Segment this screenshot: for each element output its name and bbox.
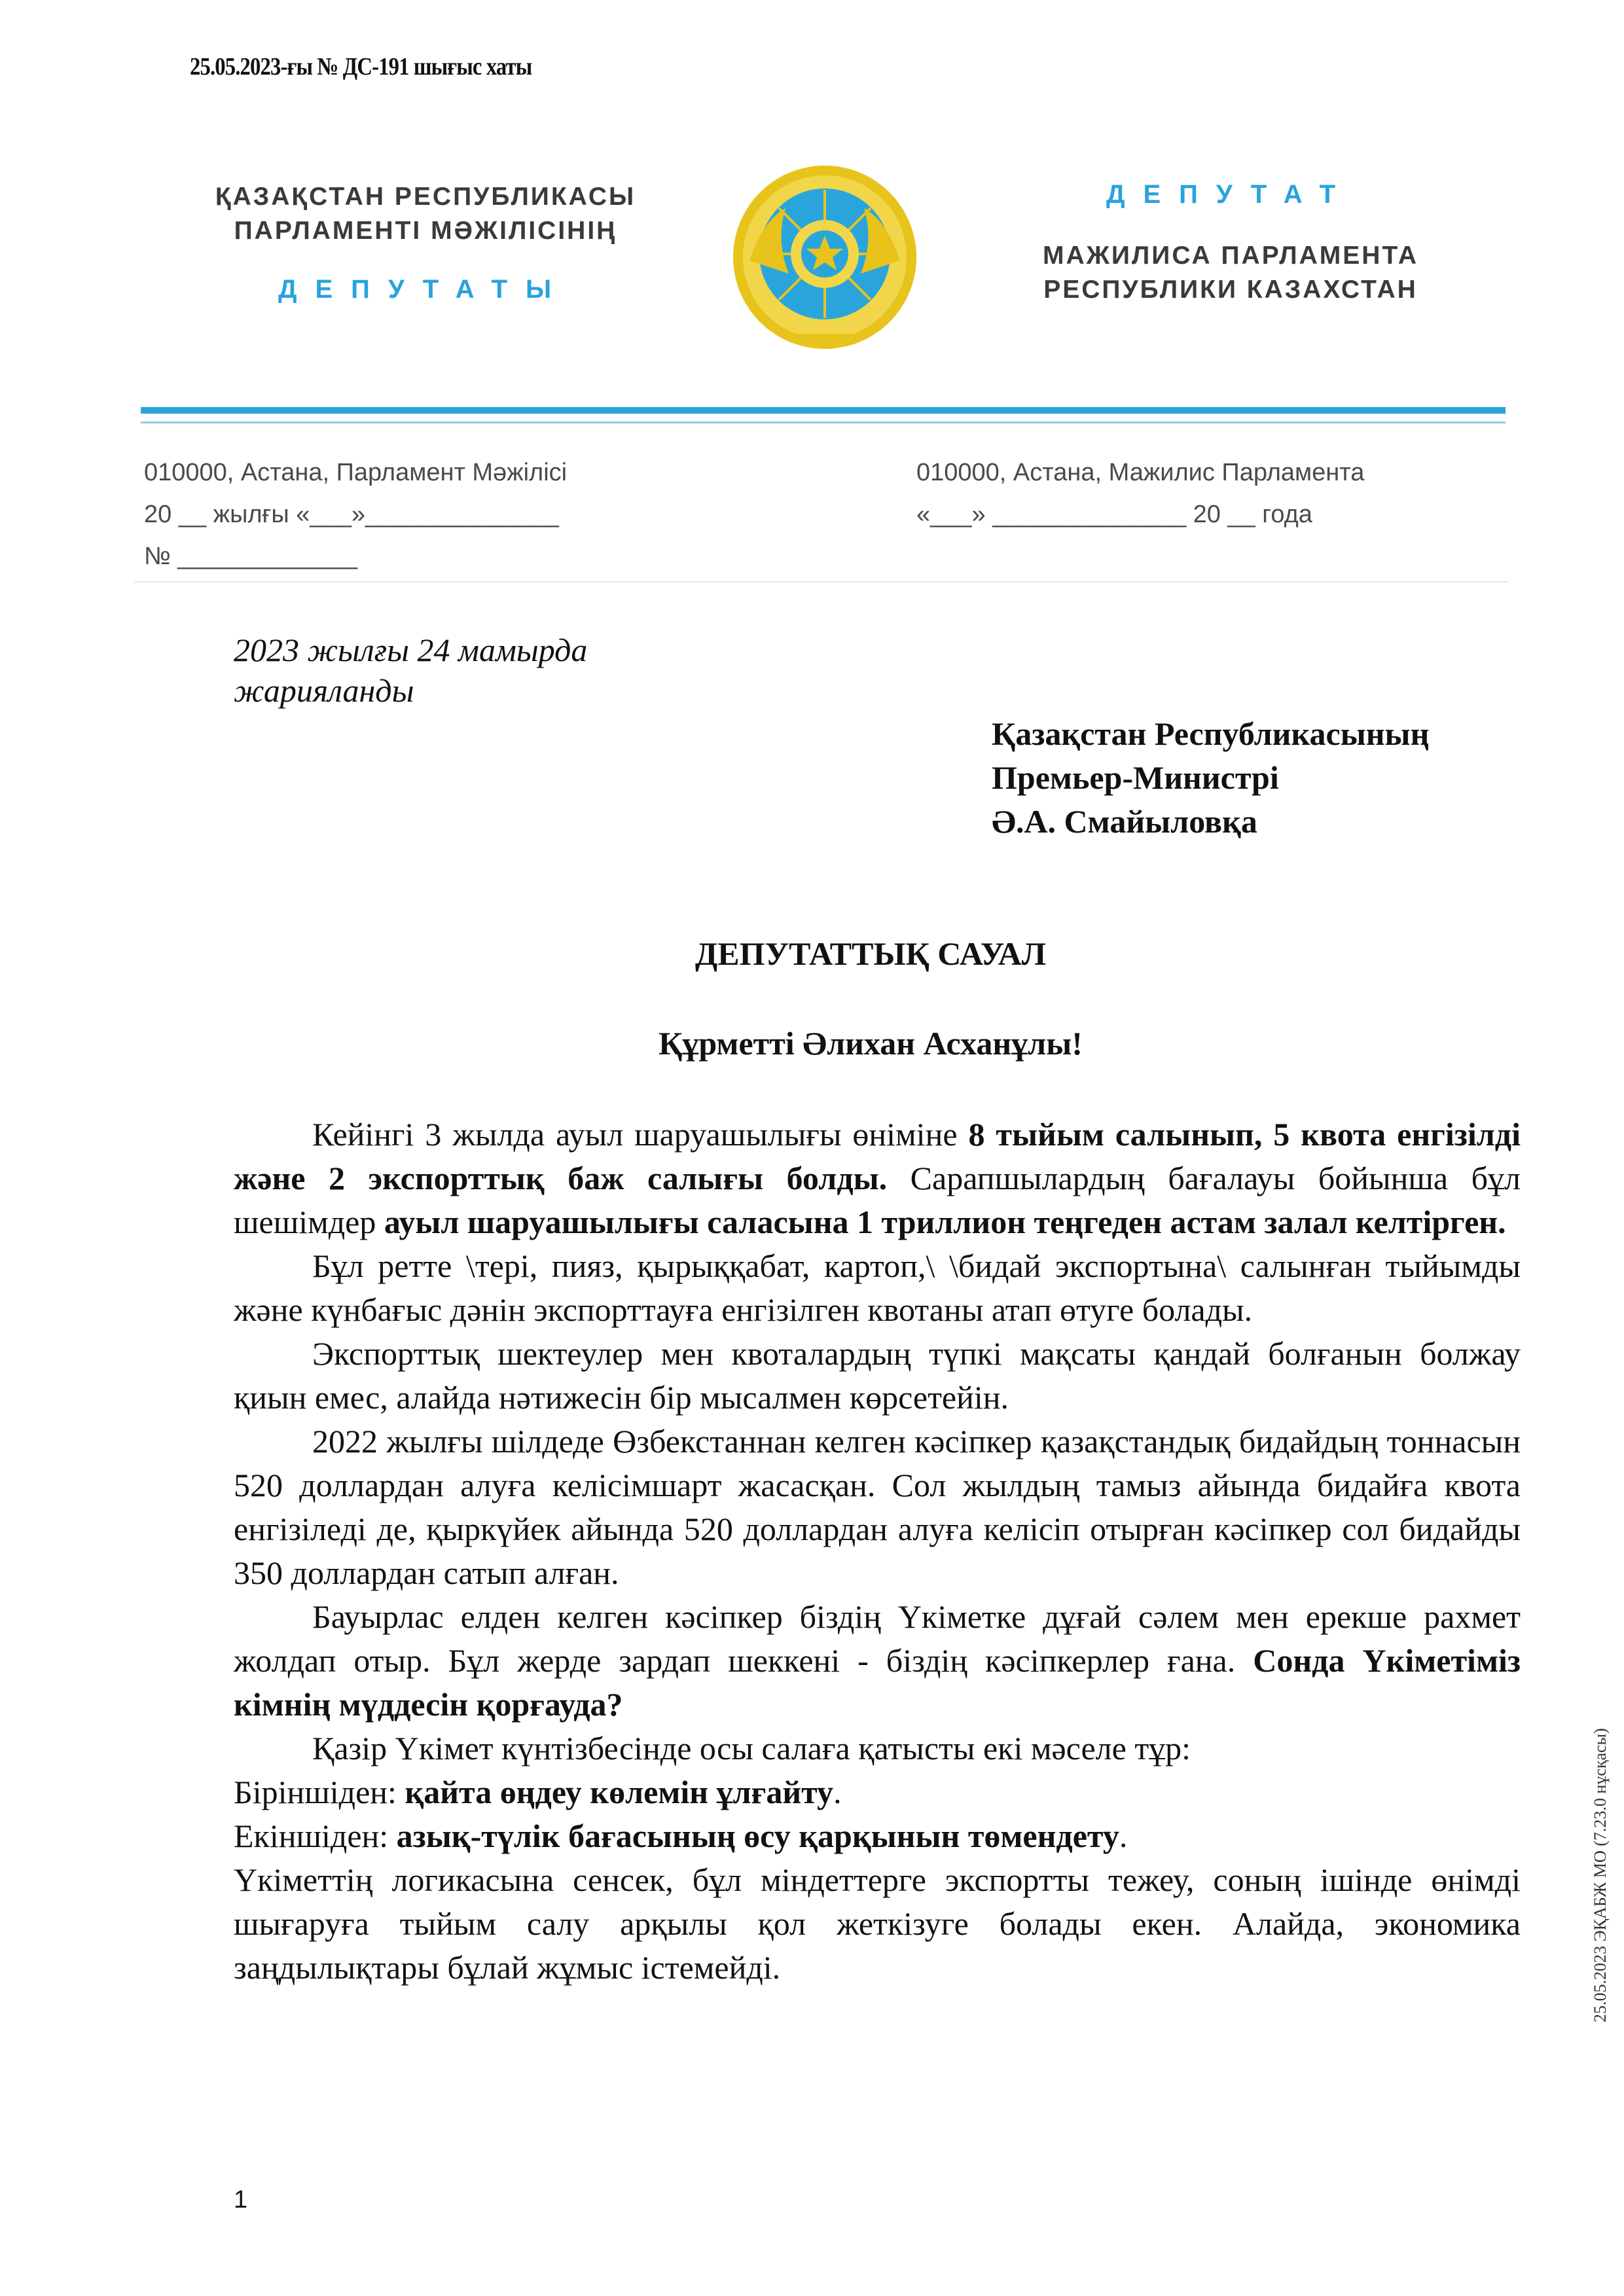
paragraph-6: Қазір Үкімет күнтізбесінде осы салаға қатысты екі мәселе тұр: — [312, 1730, 1191, 1767]
p5-bold-question: Сонда Үкіметіміз кімнің мүддесін қорғауда? — [234, 1642, 1521, 1723]
side-registration-note: 25.05.2023 ЭҚАБЖ МО (7.23.0 нұсқасы) — [1591, 1728, 1610, 2022]
letterhead-left-line2: ПАРЛАМЕНТІ МӘЖІЛІСІНІҢ — [234, 217, 617, 245]
addressee — [992, 712, 1429, 844]
publication-note-line2: жарияланды — [234, 672, 414, 709]
paragraph-7 — [234, 1770, 1521, 1814]
document-title: ДЕПУТАТТЫҚ САУАЛ — [695, 935, 1047, 972]
address-left-line2: 20 __ жылғы «___»______________ — [144, 501, 559, 528]
letterhead-right-line1: МАЖИЛИСА ПАРЛАМЕНТА — [1043, 242, 1418, 270]
state-emblem — [723, 162, 926, 352]
addressee-line3: Ә.А. Смайыловқа — [992, 803, 1257, 840]
paragraph-2: Бұл ретте \тері, пияз, қырыққабат, картоп,\ \бидай экспортына\ салынған тыйымды және күнбағыс дәнін экспорттауға енгізілген квотаны атап өтуге болады. — [234, 1247, 1521, 1328]
p1-bold-b: 8 тыйым салынып, 5 квота енгізілді және 2 экспорттық баж салығы болды. — [234, 1116, 1521, 1196]
letter-body — [234, 1113, 1521, 1990]
letterhead-right-line2: РЕСПУБЛИКИ КАЗАХСТАН — [1043, 276, 1418, 304]
address-right-line1: 010000, Астана, Мажилис Парламента — [916, 459, 1365, 486]
p8-bold: азық-түлік бағасының өсу қарқынын төмендету — [396, 1818, 1119, 1854]
address-left — [144, 452, 567, 577]
address-left-line1: 010000, Астана, Парламент Мәжілісі — [144, 459, 568, 486]
p7-end: . — [833, 1774, 842, 1810]
p1-text-c: Сарапшылардың бағалауы бойынша бұл шешімдер — [234, 1160, 1521, 1240]
greeting: Құрметті Әлихан Асханұлы! — [659, 1025, 1083, 1062]
letterhead-left — [177, 180, 674, 248]
p8-label: Екіншіден: — [234, 1818, 397, 1854]
addressee-line2: Премьер-Министрі — [992, 759, 1279, 796]
address-left-line3: № _____________ — [144, 543, 358, 570]
p7-label: Біріншіден: — [234, 1774, 405, 1810]
paragraph-3: Экспорттық шектеулер мен квоталардың түпкі мақсаты қандай болғанын болжау қиын емес, алайда нәтижесін бір мысалмен көрсетейін. — [234, 1335, 1521, 1416]
letterhead-left-line1: ҚАЗАҚСТАН РЕСПУБЛИКАСЫ — [215, 183, 636, 211]
address-right — [916, 452, 1364, 535]
letterhead-left-deputy: ДЕПУТАТЫ — [278, 275, 570, 304]
outgoing-letter-stamp: 25.05.2023-ғы № ДС-191 шығыс хаты — [190, 53, 532, 81]
address-divider — [134, 581, 1509, 583]
paragraph-8 — [234, 1814, 1521, 1858]
p1-bold-d: ауыл шаруашылығы саласына 1 триллион теңгеден астам залал келтірген. — [384, 1204, 1506, 1240]
p5-text-a: Бауырлас елден келген кәсіпкер біздің Үкіметке дұғай сәлем мен ерекше рахмет жолдап отыр. Бұл жерде зардап шеккені - біздің кәсіпкерлер ғана. — [234, 1598, 1521, 1679]
letterhead-divider-thin — [141, 422, 1506, 423]
p1-text-a: Кейінгі 3 жылда ауыл шаруашылығы өніміне — [312, 1116, 969, 1153]
page-number: 1 — [234, 2186, 248, 2214]
letterhead-right — [995, 239, 1466, 307]
emblem-icon — [723, 162, 926, 352]
letterhead-right-deputy: ДЕПУТАТ — [1106, 180, 1354, 209]
paragraph-5 — [234, 1595, 1521, 1727]
p8-end: . — [1119, 1818, 1128, 1854]
addressee-line1: Қазақстан Республикасының — [992, 715, 1430, 752]
p7-bold: қайта өңдеу көлемін ұлғайту — [405, 1774, 834, 1810]
address-right-line2: «___» ______________ 20 __ года — [916, 501, 1312, 528]
letterhead-divider — [141, 407, 1506, 414]
publication-note-line1: 2023 жылғы 24 мамырда — [234, 632, 588, 668]
paragraph-4: 2022 жылғы шілдеде Өзбекстаннан келген кәсіпкер қазақстандық бидайдың тоннасын 520 доллардан алуға келісімшарт жасасқан. Сол жылдың тамыз айында бидайға квота енгізіледі де, қыркүйек айында 520 доллардан алуға келісіп отырған кәсіпкер сол бидайды 350 доллардан сатып алған. — [234, 1423, 1521, 1591]
publication-note — [234, 630, 587, 711]
paragraph-1 — [234, 1113, 1521, 1244]
paragraph-9: Үкіметтің логикасына сенсек, бұл міндеттерге экспортты тежеу, соның ішінде өнімді шығаруға тыйым салу арқылы қол жеткізуге болады екен. Алайда, экономика заңдылықтары бұлай жұмыс істемейді. — [234, 1861, 1521, 1986]
